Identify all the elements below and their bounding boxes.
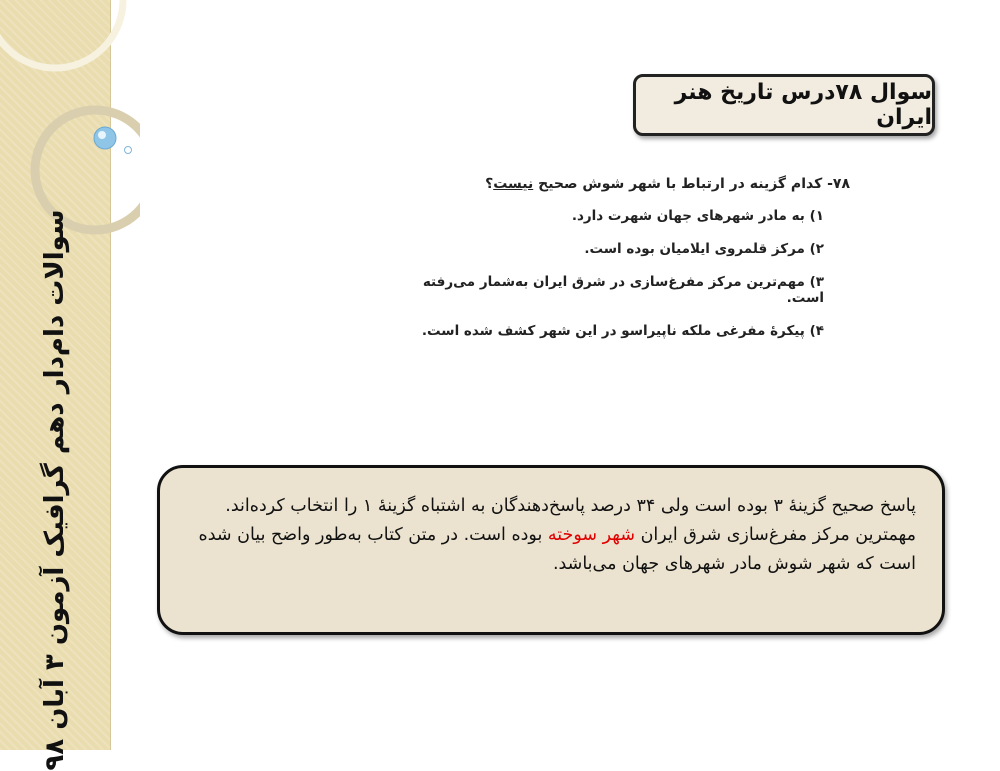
answer-explanation-box <box>157 465 945 635</box>
answer-line-1: پاسخ صحیح گزینهٔ ۳ بوده است ولی ۳۴ درصد پاسخ‌دهندگان به اشتباه گزینهٔ ۱ را انتخاب کرده‌اند. <box>225 496 916 516</box>
deco-bubble-shine <box>98 131 106 139</box>
decorative-circles <box>0 0 140 260</box>
answer-highlight: شهر سوخته <box>547 525 636 545</box>
answer-line-2 <box>186 521 916 579</box>
deco-bubble-large <box>94 127 116 149</box>
title-box <box>633 74 935 136</box>
option-1: ۱) به مادر شهرهای جهان شهرت دارد. <box>571 208 824 224</box>
option-4: ۴) پیکرهٔ مفرغی ملکه ناپیراسو در این شهر کشف شده است. <box>421 323 824 339</box>
page-title: سوال ۷۸درس تاریخ هنر ایران <box>674 80 932 130</box>
answer-line-2-before: مهمترین مرکز مفرغ‌سازی شرق ایران <box>635 525 916 545</box>
deco-bubble-small <box>125 147 132 154</box>
option-3: ۳) مهم‌ترین مرکز مفرغ‌سازی در شرق ایران به‌شمار می‌رفته است. <box>422 274 824 306</box>
question-stem-emphasis: نیست <box>493 176 534 192</box>
question-stem-suffix: ؟ <box>485 176 494 192</box>
question-block <box>400 176 850 356</box>
deco-ring-top <box>0 0 123 68</box>
question-stem <box>400 176 850 192</box>
question-stem-prefix: ۷۸- کدام گزینه در ارتباط با شهر شوش صحیح <box>533 176 850 192</box>
option-2: ۲) مرکز قلمروی ایلامیان بوده است. <box>584 241 824 257</box>
sidebar-title: سوالات دام‌دار دهم گرافیک آزمون ۳ آبان ۹۸ <box>40 209 70 771</box>
answer-line-2-after: بوده است. در متن کتاب به‌طور واضح بیان شده است که شهر شوش مادر شهرهای جهان می‌باشد. <box>198 525 916 574</box>
